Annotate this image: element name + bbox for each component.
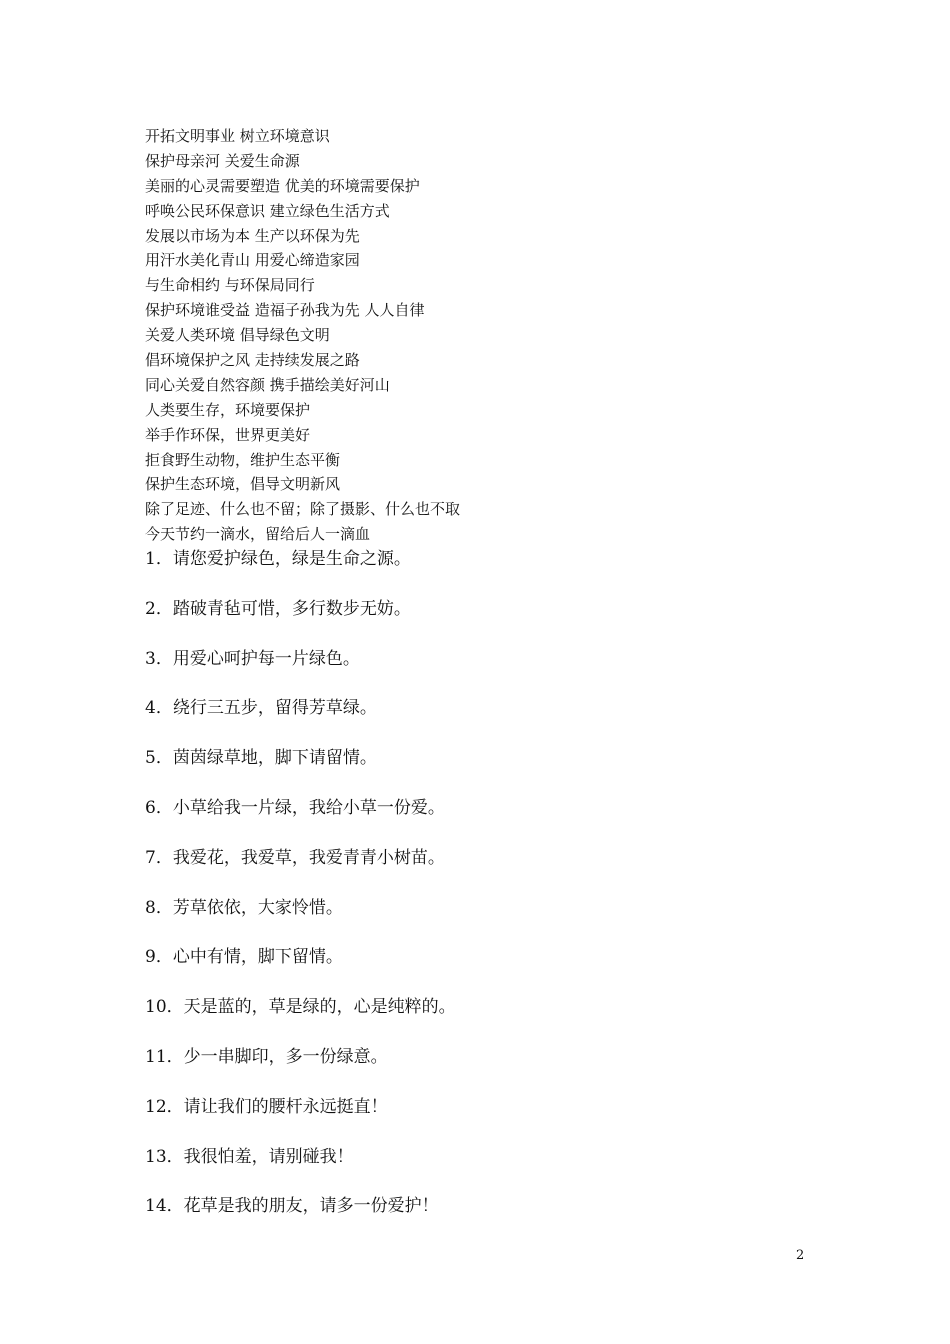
slogan-line: 保护生态环境，倡导文明新风 bbox=[145, 475, 341, 494]
slogan-line: 保护母亲河 关爱生命源 bbox=[145, 151, 300, 170]
slogan-line: 人类要生存，环境要保护 bbox=[145, 400, 311, 419]
numbered-slogan: 2．踏破青毡可惜，多行数步无妨。 bbox=[145, 598, 411, 619]
slogan-line: 呼唤公民环保意识 建立绿色生活方式 bbox=[145, 201, 390, 220]
slogan-line: 除了足迹、什么也不留；除了摄影、什么也不取 bbox=[145, 500, 461, 519]
slogan-line: 关爱人类环境 倡导绿色文明 bbox=[145, 326, 330, 345]
slogan-line: 与生命相约 与环保局同行 bbox=[145, 276, 315, 295]
numbered-slogan: 12．请让我们的腰杆永远挺直！ bbox=[145, 1096, 388, 1117]
numbered-slogan: 1．请您爱护绿色，绿是生命之源。 bbox=[145, 549, 411, 569]
numbered-slogan: 14．花草是我的朋友，请多一份爱护！ bbox=[145, 1196, 439, 1217]
slogan-line: 美丽的心灵需要塑造 优美的环境需要保护 bbox=[145, 176, 420, 195]
slogan-line: 发展以市场为本 生产以环保为先 bbox=[145, 226, 360, 245]
slogan-line: 保护环境谁受益 造福子孙我为先 人人自律 bbox=[145, 301, 425, 320]
slogan-line: 拒食野生动物，维护生态平衡 bbox=[145, 450, 341, 469]
numbered-slogan: 6．小草给我一片绿，我给小草一份爱。 bbox=[145, 797, 445, 818]
numbered-slogan: 4．绕行三五步，留得芳草绿。 bbox=[145, 698, 377, 719]
slogan-line: 开拓文明事业 树立环境意识 bbox=[145, 127, 330, 145]
slogan-line: 举手作环保，世界更美好 bbox=[145, 425, 311, 444]
page-number: 2 bbox=[796, 1248, 805, 1263]
numbered-slogan: 10．天是蓝的，草是绿的，心是纯粹的。 bbox=[145, 997, 456, 1018]
slogan-list bbox=[145, 124, 845, 547]
numbered-slogan: 5．茵茵绿草地，脚下请留情。 bbox=[145, 748, 377, 769]
numbered-slogan: 13．我很怕羞，请别碰我！ bbox=[145, 1146, 354, 1167]
numbered-slogan: 8．芳草依依，大家怜惜。 bbox=[145, 897, 343, 918]
numbered-slogan: 3．用爱心呵护每一片绿色。 bbox=[145, 648, 360, 669]
numbered-slogan: 7．我爱花，我爱草，我爱青青小树苗。 bbox=[145, 847, 445, 868]
slogan-line: 同心关爱自然容颜 携手描绘美好河山 bbox=[145, 375, 390, 394]
numbered-slogan: 9．心中有情，脚下留情。 bbox=[145, 947, 343, 968]
slogan-line: 用汗水美化青山 用爱心缔造家园 bbox=[145, 251, 360, 270]
slogan-line: 今天节约一滴水，留给后人一滴血 bbox=[145, 525, 371, 544]
numbered-slogan: 11．少一串脚印，多一份绿意。 bbox=[145, 1046, 388, 1067]
slogan-line: 倡环境保护之风 走持续发展之路 bbox=[145, 351, 360, 370]
numbered-slogan-list bbox=[145, 544, 845, 1241]
